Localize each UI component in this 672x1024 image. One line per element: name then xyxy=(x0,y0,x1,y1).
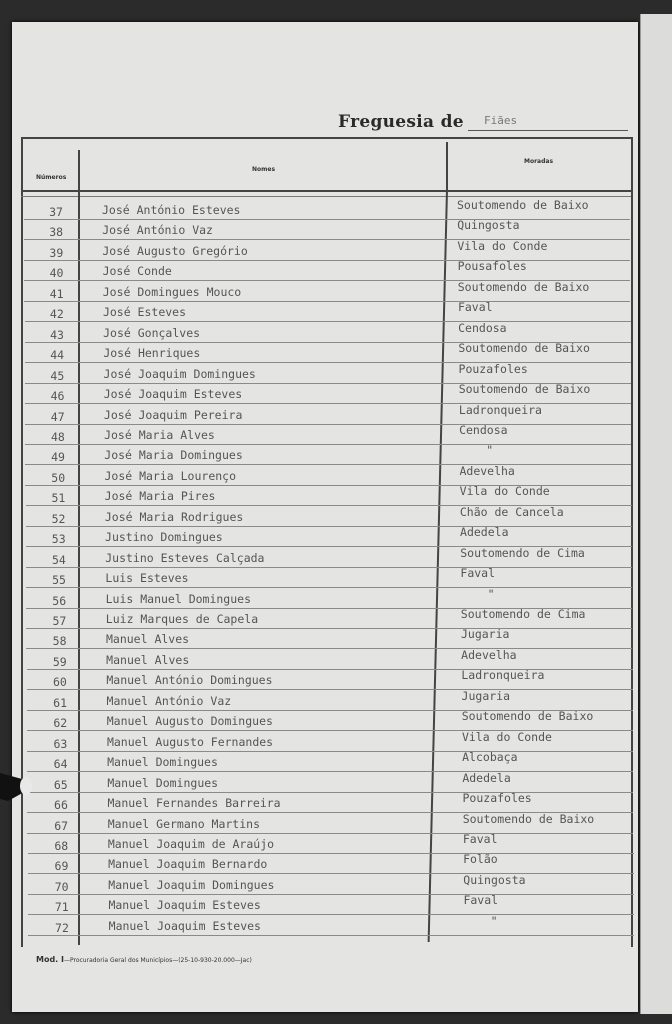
row-rule xyxy=(25,424,631,425)
row-rule xyxy=(28,935,634,936)
row-residence: " xyxy=(490,913,498,928)
row-residence: Faval xyxy=(462,831,498,846)
row-residence: Soutomendo de Cima xyxy=(460,607,586,621)
row-residence: Faval xyxy=(460,566,496,581)
row-name: Manuel Augusto Fernandes xyxy=(106,734,274,749)
row-residence: Soutomendo de Baixo xyxy=(458,341,590,356)
row-name: Manuel Domingues xyxy=(107,775,219,790)
row-residence: Soutomendo de Baixo xyxy=(458,382,591,397)
row-number: 62 xyxy=(53,716,68,731)
row-number: 68 xyxy=(54,838,69,853)
row-residence: Jugaria xyxy=(461,688,511,703)
row-name: José Henriques xyxy=(103,346,201,361)
form-printer-info: —Procuradoria Geral dos Municípios—(25-10-930-20.000—Jac) xyxy=(63,957,252,964)
row-name: Justino Esteves Calçada xyxy=(105,550,265,565)
row-number: 42 xyxy=(49,307,64,322)
row-number: 57 xyxy=(52,614,67,628)
row-rule xyxy=(27,771,633,772)
row-rule xyxy=(28,873,634,874)
row-residence: Soutomendo de Cima xyxy=(460,545,585,560)
row-number: 49 xyxy=(51,450,65,465)
row-rule xyxy=(25,362,631,363)
row-number: 55 xyxy=(52,573,66,588)
table-header-rule xyxy=(21,190,631,192)
row-rule xyxy=(25,444,631,445)
row-residence: Adevelha xyxy=(459,463,515,478)
row-name: Luis Manuel Domingues xyxy=(105,591,252,606)
parish-name: Fiães xyxy=(484,114,518,127)
row-number: 38 xyxy=(49,225,64,240)
row-name: José Joaquim Domingues xyxy=(103,366,256,381)
row-residence: Folão xyxy=(463,852,498,867)
row-residence: Pouzafoles xyxy=(462,791,532,806)
row-name: Luis Esteves xyxy=(105,571,189,586)
row-residence: Soutomendo de Baixo xyxy=(462,811,595,826)
row-name: José Conde xyxy=(102,264,172,279)
row-residence: Faval xyxy=(457,300,493,315)
row-name: Manuel Joaquim de Araújo xyxy=(107,836,275,851)
row-residence: Faval xyxy=(463,893,499,908)
row-rule xyxy=(26,526,632,527)
row-residence: Cendosa xyxy=(459,422,508,437)
row-number: 50 xyxy=(51,470,66,485)
row-residence: Adedela xyxy=(460,525,509,540)
row-number: 65 xyxy=(53,777,68,792)
header-numbers: Números xyxy=(36,174,67,181)
row-rule xyxy=(24,260,630,261)
row-name: José Maria Lourenço xyxy=(104,468,237,483)
row-number: 45 xyxy=(50,368,65,383)
row-number: 61 xyxy=(53,695,68,710)
row-name: Manuel Alves xyxy=(105,632,190,647)
row-name: José Maria Rodrigues xyxy=(104,509,244,524)
row-number: 46 xyxy=(50,389,65,404)
row-rule xyxy=(25,464,631,465)
row-rule xyxy=(26,567,632,568)
header-names: Nomes xyxy=(252,166,276,173)
row-number: 58 xyxy=(52,634,67,649)
row-name: Manuel António Vaz xyxy=(106,693,232,708)
row-name: José Domingues Mouco xyxy=(102,284,242,299)
header-residences: Moradas xyxy=(524,158,554,165)
row-number: 37 xyxy=(49,205,63,219)
row-residence: Vila do Conde xyxy=(457,238,548,253)
row-number: 39 xyxy=(49,245,64,260)
row-name: Manuel Augusto Domingues xyxy=(106,714,273,729)
row-rule xyxy=(28,853,634,854)
row-name: José Augusto Gregório xyxy=(102,243,248,258)
row-name: José Gonçalves xyxy=(103,325,201,340)
row-residence: Chão de Cancela xyxy=(459,504,564,519)
row-residence: Soutomendo de Baixo xyxy=(457,279,590,294)
parish-heading: Freguesia de xyxy=(338,112,464,132)
row-number: 52 xyxy=(51,511,66,526)
row-name: Manuel Joaquim Esteves xyxy=(108,898,261,913)
row-residence: Soutomendo de Baixo xyxy=(457,198,589,212)
row-number: 44 xyxy=(50,348,65,363)
row-rule xyxy=(27,689,633,690)
row-number: 60 xyxy=(52,675,67,690)
row-name: José Maria Alves xyxy=(104,427,215,442)
row-number: 59 xyxy=(52,654,67,669)
row-residence: Ladronqueira xyxy=(461,668,545,683)
row-number: 72 xyxy=(55,920,69,935)
row-name: Manuel Domingues xyxy=(107,755,218,770)
row-rule xyxy=(28,914,634,915)
row-number: 53 xyxy=(51,532,66,547)
row-rule xyxy=(26,628,632,629)
row-name: Manuel Fernandes Barreira xyxy=(107,796,281,811)
row-number: 66 xyxy=(54,798,68,813)
row-number: 71 xyxy=(54,900,69,915)
row-name: José Maria Pires xyxy=(104,489,216,504)
row-number: 70 xyxy=(54,879,69,894)
row-residence: " xyxy=(487,586,495,601)
row-name: José Esteves xyxy=(102,305,187,320)
row-residence: Ladronqueira xyxy=(458,402,542,417)
row-residence: Soutomendo de Baixo xyxy=(461,709,594,724)
row-name: José Maria Domingues xyxy=(104,448,243,463)
row-number: 69 xyxy=(54,859,69,874)
row-rule xyxy=(27,792,633,793)
row-name: Manuel Germano Martins xyxy=(107,816,261,831)
adjacent-page-edge xyxy=(640,14,672,1014)
row-rule xyxy=(27,751,633,752)
row-residence: Pouzafoles xyxy=(458,361,528,376)
row-number: 48 xyxy=(50,429,65,444)
table-header-rule-2 xyxy=(21,196,631,197)
row-residence: Vila do Conde xyxy=(461,729,552,744)
row-number: 67 xyxy=(54,818,69,833)
row-number: 63 xyxy=(53,736,68,751)
row-number: 47 xyxy=(50,409,65,424)
row-residence: Quingosta xyxy=(457,218,520,233)
row-rule xyxy=(27,833,633,834)
row-rule xyxy=(26,587,632,588)
heading-underline xyxy=(468,130,628,131)
row-residence: Adevelha xyxy=(461,647,517,662)
row-residence: " xyxy=(486,443,494,458)
row-name: José António Esteves xyxy=(102,203,241,217)
row-name: Manuel Joaquim Bernardo xyxy=(108,857,268,872)
column-divider-name-top xyxy=(446,142,448,190)
row-residence: Pousafoles xyxy=(457,259,527,274)
row-rule xyxy=(24,301,630,302)
row-name: Luiz Marques de Capela xyxy=(105,612,259,626)
row-name: Manuel Joaquim Esteves xyxy=(108,918,261,933)
form-footer xyxy=(36,955,252,964)
row-rule xyxy=(26,648,632,649)
row-rule xyxy=(25,321,631,322)
row-residence: Cendosa xyxy=(458,320,507,335)
row-name: Manuel Joaquim Domingues xyxy=(108,877,275,892)
row-name: José António Vaz xyxy=(102,223,213,238)
row-number: 41 xyxy=(49,286,64,301)
row-residence: Vila do Conde xyxy=(459,484,550,499)
row-residence: Alcobaça xyxy=(462,750,518,765)
row-residence: Quingosta xyxy=(463,872,526,887)
row-name: José Joaquim Pereira xyxy=(103,407,243,422)
row-number: 43 xyxy=(50,327,64,342)
row-name: Justino Domingues xyxy=(105,530,223,545)
row-residence: Adedela xyxy=(462,770,511,785)
row-name: José Joaquim Esteves xyxy=(103,387,243,402)
row-number: 56 xyxy=(52,593,67,608)
binder-clip-icon xyxy=(0,765,40,805)
row-name: Manuel Alves xyxy=(106,652,190,667)
row-rule xyxy=(28,894,634,895)
row-number: 64 xyxy=(53,757,68,772)
row-number: 51 xyxy=(51,491,66,506)
form-model: Mod. I xyxy=(36,955,64,964)
row-rule xyxy=(24,219,630,220)
row-number: 54 xyxy=(51,552,66,567)
row-number: 40 xyxy=(49,266,64,281)
row-name: Manuel António Domingues xyxy=(106,673,273,688)
row-residence: Jugaria xyxy=(460,627,510,642)
